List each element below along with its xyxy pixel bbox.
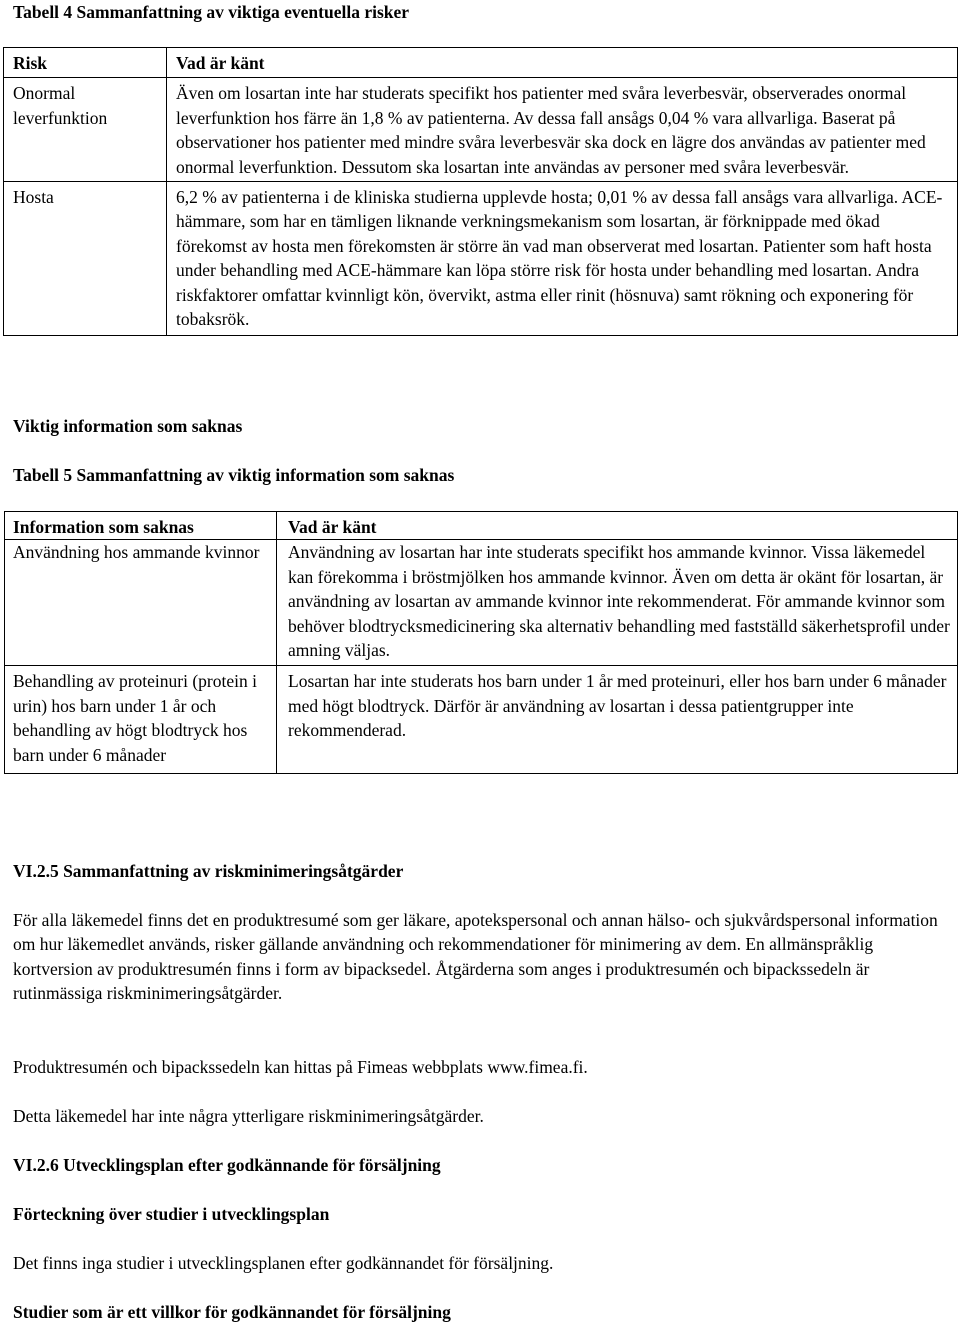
section-heading-vi25: VI.2.5 Sammanfattning av riskminimeringsåtgärder xyxy=(13,861,404,881)
table-row xyxy=(5,666,958,774)
info-name: Användning hos ammande kvinnor xyxy=(5,540,277,666)
table-row xyxy=(4,182,958,336)
paragraph: Detta läkemedel har inte några ytterligare riskminimeringsåtgärder. xyxy=(13,1106,484,1126)
section-heading-missing-info: Viktig information som saknas xyxy=(13,416,243,436)
info-description: Användning av losartan har inte studerats specifikt hos ammande kvinnor. Vissa läkemedel kan förekomma i bröstmjölken hos ammande kvinnor. Även om detta är okänt för losartan, är användning av losartan av ammande kvinnor inte rekommenderat. För ammande kvinnor som behöver blodtrycksmedicinering ska alternativ behandling med fastställd säkerhetsprofil under amning väljas. xyxy=(277,540,958,666)
paragraph: Det finns inga studier i utvecklingsplanen efter godkännandet för försäljning. xyxy=(13,1253,554,1273)
risk-description: 6,2 % av patienterna i de kliniska studierna upplevde hosta; 0,01 % av dessa fall ansågs vara allvarliga. ACE-hämmare, som har en tämligen liknande verkningsmekanism som losartan, är förknippade med ökad förekomst av hosta men förekomsten är större än vad man observerat med losartan. Patienter som haft hosta under behandling med ACE-hämmare kan löpa större risk för hosta under behandling med losartan. Andra riskfaktorer omfattar kvinnligt kön, övervikt, astma eller rinit (hösnuva) samt rökning och exponering för tobaksrök. xyxy=(167,182,958,336)
column-header-known: Vad är känt xyxy=(277,512,958,540)
risk-description: Även om losartan inte har studerats specifikt hos patienter med svåra leverbesvär, observerades onormal leverfunktion hos färre än 1,8 % av patienterna. Av dessa fall ansågs 0,04 % vara allvarliga. Baserat på observationer hos patienter med mindre svåra leverbesvär ska dock en lägre dos användas av patienter med onormal leverfunktion. Dessutom ska losartan inte användas av personer med svåra leverbesvär. xyxy=(167,78,958,182)
table-row xyxy=(4,78,958,182)
paragraph: Produktresumén och bipackssedeln kan hittas på Fimeas webbplats www.fimea.fi. xyxy=(13,1057,588,1077)
column-header-info: Information som saknas xyxy=(5,512,277,540)
section-heading-vi26: VI.2.6 Utvecklingsplan efter godkännande för försäljning xyxy=(13,1155,441,1175)
subheading: Förteckning över studier i utvecklingsplan xyxy=(13,1204,330,1224)
column-header-risk: Risk xyxy=(4,48,167,78)
paragraph: För alla läkemedel finns det en produktresumé som ger läkare, apotekspersonal och annan hälso- och sjukvårdspersonal information om hur läkemedlet används, risker gällande användning och rekommendationer för minimering av dem. En allmänspråklig kortversion av produktresumén finns i form av bipacksedel. Åtgärderna som anges i produktresumén och bipackssedeln är rutinmässiga riskminimeringsåtgärder. xyxy=(13,910,938,1004)
missing-info-table xyxy=(4,511,958,774)
info-name: Behandling av proteinuri (protein i urin) hos barn under 1 år och behandling av högt blodtryck hos barn under 6 månader xyxy=(5,666,277,774)
table-header-row xyxy=(4,48,958,78)
risk-table xyxy=(3,47,958,336)
column-header-known: Vad är känt xyxy=(167,48,958,78)
subheading: Studier som är ett villkor för godkännandet för försäljning xyxy=(13,1302,451,1322)
risk-name: Hosta xyxy=(4,182,167,336)
risk-name: Onormal leverfunktion xyxy=(4,78,167,182)
table5-caption: Tabell 5 Sammanfattning av viktig information som saknas xyxy=(13,465,455,485)
info-description: Losartan har inte studerats hos barn under 1 år med proteinuri, eller hos barn under 6 månader med högt blodtryck. Därför är användning av losartan i dessa patientgrupper inte rekommenderad. xyxy=(277,666,958,774)
table4-caption: Tabell 4 Sammanfattning av viktiga eventuella risker xyxy=(13,2,410,22)
table-header-row xyxy=(5,512,958,540)
table-row xyxy=(5,540,958,666)
